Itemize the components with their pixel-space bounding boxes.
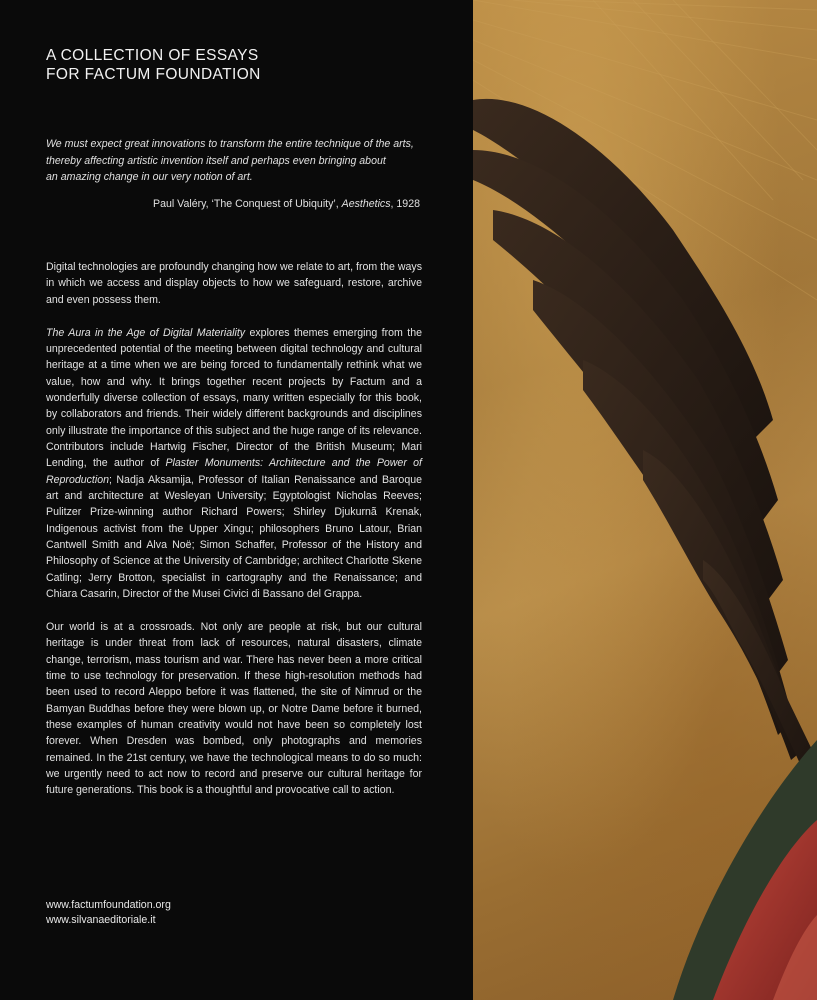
epigraph-line: thereby affecting artistic invention itself and perhaps even bringing about — [46, 154, 386, 167]
website-links — [46, 898, 171, 928]
attribution-year: , 1928 — [390, 198, 420, 210]
epigraph-quote — [46, 136, 424, 186]
blurb-paragraph-2 — [46, 325, 422, 603]
attribution-author: Paul Valéry, ‘The Conquest of Ubiquity’, — [153, 198, 342, 210]
factum-foundation-link[interactable]: www.factumfoundation.org — [46, 899, 171, 911]
blurb-paragraph-2-text-a: explores themes emerging from the unprecedented potential of the meeting between digital technology and cultural heritage at a time when we are being forced to fundamentally rethink what we value, how and why. It brings together recent projects by Factum and a wonderfully diverse collection of essays, many written especially for this book, by collaborators and friends. Their widely different backgrounds and disciplines only illustrate the importance of this subject and the huge range of its relevance. Contributors include Hartwig Fischer, Director of the British Museum; Mari Lending, the author of — [46, 326, 422, 470]
book-title: The Aura in the Age of Digital Materiality — [46, 326, 246, 339]
epigraph-line: an amazing change in our very notion of art. — [46, 171, 253, 183]
silvana-editoriale-link[interactable]: www.silvanaeditoriale.it — [46, 914, 156, 926]
blurb-paragraph-1: Digital technologies are profoundly changing how we relate to art, from the ways in which we access and display objects to how we safeguard, restore, archive and even possess them. — [46, 261, 422, 306]
blurb-body — [46, 259, 422, 815]
cover-artwork — [473, 0, 817, 1000]
cited-book-title: Plaster Monuments: Architecture and the Power of Reproduction — [46, 457, 422, 486]
epigraph-line: We must expect great innovations to transform the entire technique of the arts, — [46, 138, 414, 150]
blurb-paragraph-2-text-b: ; Nadja Aksamija, Professor of Italian Renaissance and Baroque art and architecture at Wesleyan University; Egyptologist Nicholas Reeves; Pulitzer Prize-winning author Richard Powers; Shirley Djukurnã Krenak, Indigenous activist from the Upper Xingu; philosophers Bruno Latour, Brian Cantwell Smith and Alva Noë; Simon Schaffer, Professor of the History and Philosophy of Science at the University of Cambridge; architect Charlotte Skene Catling; Jerry Brotton, specialist in cartography and the Renaissance; and Chiara Casarin, Director of the Musei Civici di Bassano del Grappa. — [46, 473, 422, 601]
epigraph-attribution — [153, 196, 420, 212]
blurb-paragraph-3: Our world is at a crossroads. Not only are people at risk, but our cultural heritage is under threat from lack of resources, natural disasters, climate change, terrorism, mass tourism and war. There has never been a more critical time to use technology for preservation. If these high-resolution methods had been used to record Aleppo before it was flattened, the site of Nimrud or the Bamyan Buddhas before they were blown up, or Notre Dame before it burned, these examples of human creativity would not have been so completely lost forever. When Dresden was bombed, only photographs and memories remained. In the 21st century, we have the technological means to do so much: we urgently need to act now to record and preserve our cultural heritage for future generations. This book is a thoughtful and provocative call to action. — [46, 620, 422, 797]
dark-wing-feathers — [473, 99, 817, 800]
cover-heading-line: A COLLECTION OF ESSAYS — [46, 47, 259, 64]
cover-heading-line: FOR FACTUM FOUNDATION — [46, 66, 261, 83]
cover-heading — [46, 46, 261, 84]
angel-wing-painting — [473, 0, 817, 1000]
attribution-work: Aesthetics — [341, 198, 391, 210]
